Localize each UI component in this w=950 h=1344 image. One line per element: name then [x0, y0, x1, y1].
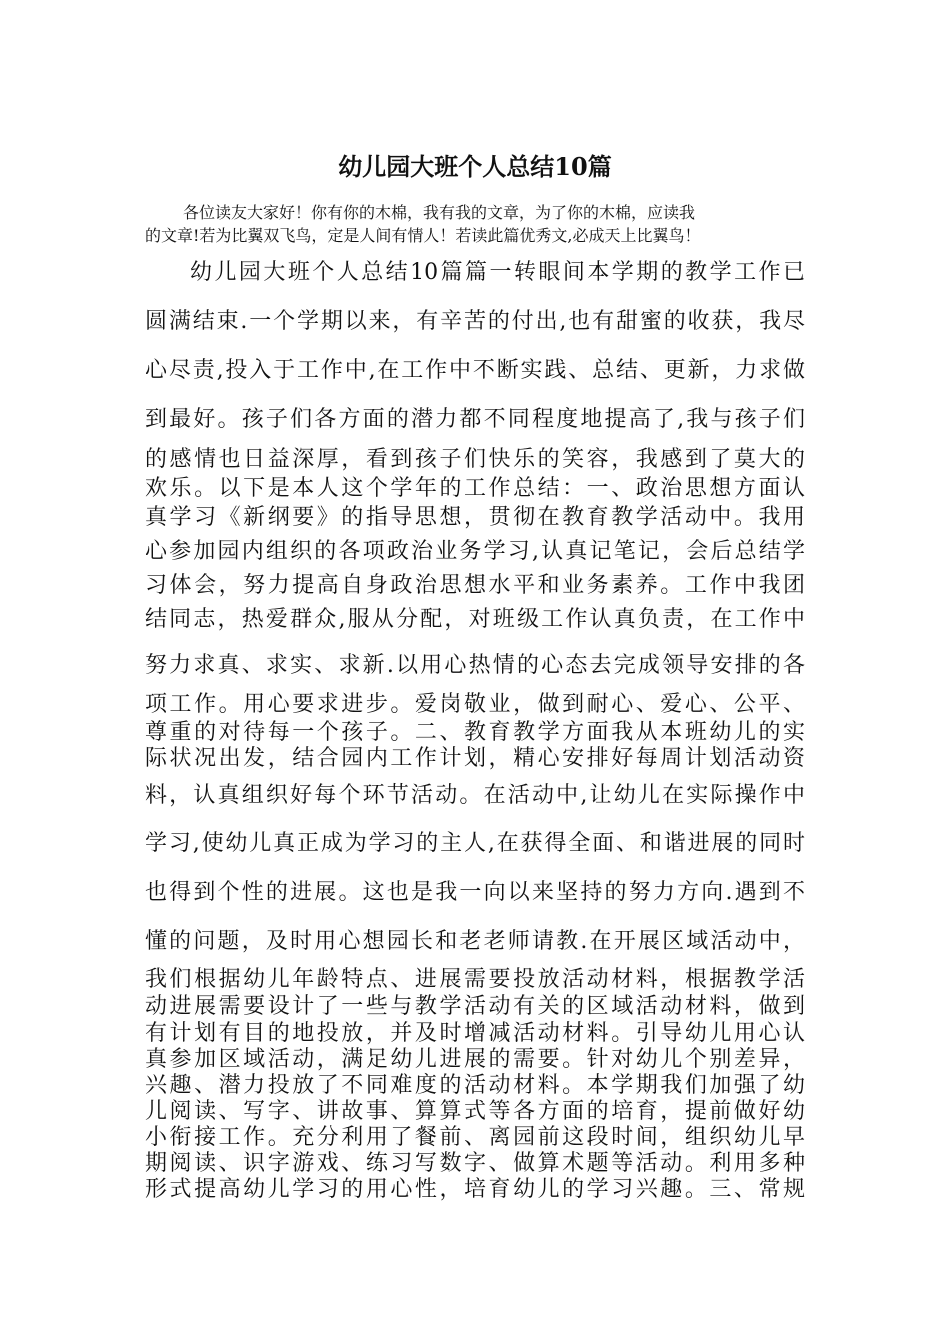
body-line: 小衔接工作。充分利用了餐前、离园前这段时间，组织幼儿早 [145, 1125, 805, 1150]
body-line: 到最好。孩子们各方面的潜力都不同程度地提高了,我与孩子们 [145, 407, 805, 432]
body-line: 圆满结束.一个学期以来，有辛苦的付出,也有甜蜜的收获，我尽 [145, 309, 805, 334]
body-line: 懂的问题，及时用心想园长和老老师请教.在开展区域活动中， [145, 929, 805, 954]
intro-line: 的文章!若为比翼双飞鸟，定是人间有情人！若读此篇优秀文,必成天上比翼鸟！ [145, 226, 701, 245]
body-line: 料，认真组织好每个环节活动。在活动中,让幼儿在实际操作中 [145, 783, 805, 808]
body-line: 真学习《新纲要》的指导思想，贯彻在教育教学活动中。我用 [145, 505, 805, 530]
body-line: 有计划有目的地投放，并及时增减活动材料。引导幼儿用心认 [145, 1021, 805, 1046]
body-line: 习体会，努力提高自身政治思想水平和业务素养。工作中我团 [145, 573, 805, 598]
body-line: 我们根据幼儿年龄特点、进展需要投放活动材料，根据教学活 [145, 967, 805, 992]
body-line: 结同志，热爱群众,服从分配，对班级工作认真负责，在工作中 [145, 607, 805, 632]
body-line: 际状况出发，结合园内工作计划，精心安排好每周计划活动资 [145, 746, 805, 771]
body-line: 兴趣、潜力投放了不同难度的活动材料。本学期我们加强了幼 [145, 1073, 805, 1098]
body-line: 学习,使幼儿真正成为学习的主人,在获得全面、和谐进展的同时 [145, 831, 805, 856]
body-line: 努力求真、求实、求新.以用心热情的心态去完成领导安排的各 [145, 653, 805, 678]
body-line: 心参加园内组织的各项政治业务学习,认真记笔记，会后总结学 [145, 539, 805, 564]
body-line: 尊重的对待每一个孩子。二、教育教学方面我从本班幼儿的实 [145, 720, 805, 745]
body-line: 的感情也日益深厚，看到孩子们快乐的笑容，我感到了莫大的 [145, 447, 805, 472]
body-line: 动进展需要设计了一些与教学活动有关的区域活动材料，做到 [145, 994, 805, 1019]
document-title: 幼儿园大班个人总结10篇 [338, 152, 612, 181]
body-line: 项工作。用心要求进步。爱岗敬业，做到耐心、爱心、公平、 [145, 692, 805, 717]
body-line: 真参加区域活动，满足幼儿进展的需要。针对幼儿个别差异， [145, 1047, 805, 1072]
body-line: 形式提高幼儿学习的用心性，培育幼儿的学习兴趣。三、常规 [145, 1177, 805, 1202]
intro-line: 各位读友大家好！你有你的木棉，我有我的文章，为了你的木棉，应读我 [183, 203, 696, 222]
body-line: 心尽责,投入于工作中,在工作中不断实践、总结、更新，力求做 [145, 358, 805, 383]
body-line: 欢乐。以下是本人这个学年的工作总结：一、政治思想方面认 [145, 476, 805, 501]
body-line: 儿阅读、写字、讲故事、算算式等各方面的培育，提前做好幼 [145, 1099, 805, 1124]
body-line: 期阅读、识字游戏、练习写数字、做算术题等活动。利用多种 [145, 1151, 805, 1176]
body-line: 幼儿园大班个人总结10篇篇一转眼间本学期的教学工作已 [190, 260, 805, 285]
body-line: 也得到个性的进展。这也是我一向以来坚持的努力方向.遇到不 [145, 880, 805, 905]
